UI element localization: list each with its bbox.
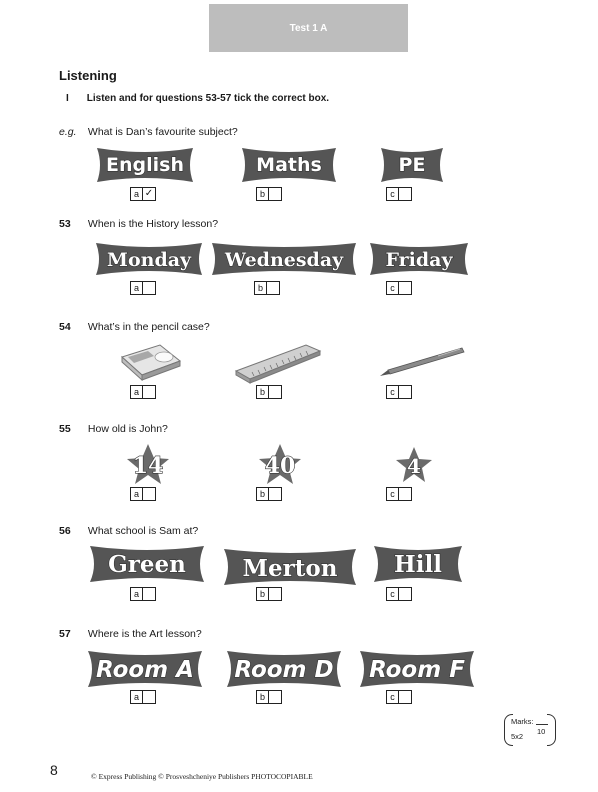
check-mark [143, 488, 155, 500]
option-wednesday-banner [212, 241, 356, 277]
checkbox-c[interactable] [386, 690, 412, 704]
checkbox-letter: b [257, 188, 269, 200]
check-mark [269, 691, 281, 703]
instruction-text: Listen and for questions 53-57 tick the correct box. [86, 93, 330, 104]
question-56 [59, 525, 198, 537]
checkbox-letter: b [257, 488, 269, 500]
option-label: 14 [132, 453, 164, 479]
marks-blank-line [536, 724, 548, 725]
test-header-bar [209, 4, 408, 52]
checkbox-letter: a [131, 691, 143, 703]
question-57 [59, 628, 202, 640]
option-hill-banner [374, 544, 462, 584]
question-number: 55 [59, 423, 71, 435]
checkbox-b[interactable] [256, 487, 282, 501]
option-label: Maths [256, 154, 322, 176]
star-40-icon [257, 442, 303, 486]
eraser-icon [118, 341, 182, 381]
check-mark [399, 691, 411, 703]
star-14-icon [125, 442, 171, 486]
question-text: What’s in the pencil case? [87, 321, 210, 333]
check-mark [143, 588, 155, 600]
check-mark [143, 386, 155, 398]
marks-bracket-right [547, 714, 556, 746]
checkbox-a[interactable] [130, 487, 156, 501]
check-mark [399, 488, 411, 500]
checkbox-letter: b [257, 386, 269, 398]
ruler-icon [234, 341, 322, 385]
checkbox-a[interactable] [130, 690, 156, 704]
option-monday-banner [96, 241, 202, 277]
checkbox-b[interactable] [256, 690, 282, 704]
check-mark [269, 386, 281, 398]
option-label: Friday [385, 249, 453, 271]
check-mark [399, 188, 411, 200]
check-mark: ✓ [144, 188, 154, 199]
test-label: Test 1 A [289, 22, 328, 34]
option-pe-banner [381, 148, 443, 182]
check-mark [143, 282, 155, 294]
check-mark [267, 282, 279, 294]
checkbox-letter: b [257, 691, 269, 703]
checkbox-letter: c [387, 488, 399, 500]
checkbox-c[interactable] [386, 385, 412, 399]
instruction [66, 93, 329, 104]
marks-box [504, 714, 556, 744]
question-54 [59, 321, 210, 333]
option-friday-banner [370, 241, 468, 277]
checkbox-letter: c [387, 691, 399, 703]
checkbox-letter: b [255, 282, 267, 294]
question-text: What school is Sam at? [87, 525, 199, 537]
marks-label: Marks: [511, 717, 534, 726]
checkbox-letter: c [387, 588, 399, 600]
option-label: PE [398, 154, 426, 176]
checkbox-c[interactable] [386, 487, 412, 501]
check-mark [269, 588, 281, 600]
checkbox-a[interactable] [130, 187, 156, 201]
option-green-banner [90, 544, 204, 584]
question-number: 56 [59, 525, 71, 537]
question-number: 57 [59, 628, 71, 640]
pen-icon [378, 346, 466, 378]
question-text: Where is the Art lesson? [87, 628, 202, 640]
question-number: e.g. [59, 126, 77, 138]
option-room-f-banner [360, 649, 474, 689]
check-mark [399, 386, 411, 398]
checkbox-letter: a [131, 488, 143, 500]
checkbox-a[interactable] [130, 587, 156, 601]
question-text: How old is John? [87, 423, 168, 435]
checkbox-letter: c [387, 282, 399, 294]
check-mark [269, 188, 281, 200]
check-mark [399, 282, 411, 294]
question-text: When is the History lesson? [87, 218, 219, 230]
footer-copyright: © Express Publishing © Prosveshcheniye Publishers PHOTOCOPIABLE [91, 772, 313, 781]
checkbox-c[interactable] [386, 281, 412, 295]
option-label: Room A [96, 657, 194, 683]
checkbox-letter: b [257, 588, 269, 600]
section-title: Listening [59, 68, 117, 83]
option-english-banner [97, 148, 193, 182]
option-label: Hill [394, 551, 442, 578]
page-number: 8 [50, 762, 58, 778]
option-label: Room F [369, 657, 465, 683]
option-label: Monday [106, 249, 192, 271]
marks-total: 10 [537, 727, 546, 736]
checkbox-b[interactable] [256, 385, 282, 399]
checkbox-letter: a [131, 282, 143, 294]
checkbox-c[interactable] [386, 587, 412, 601]
star-4-icon [395, 446, 433, 484]
check-mark [269, 488, 281, 500]
option-label: English [106, 154, 184, 176]
question-number: 54 [59, 321, 71, 333]
option-label: 40 [264, 453, 296, 479]
check-mark [143, 691, 155, 703]
question-53 [59, 218, 218, 230]
question-example [59, 126, 238, 138]
question-number: 53 [59, 218, 71, 230]
option-maths-banner [242, 148, 336, 182]
checkbox-c[interactable] [386, 187, 412, 201]
checkbox-a[interactable] [130, 385, 156, 399]
checkbox-letter: a [131, 188, 143, 200]
checkbox-b[interactable] [256, 187, 282, 201]
checkbox-letter: c [387, 386, 399, 398]
option-label: Room D [234, 657, 334, 683]
marks-calc: 5x2 [511, 732, 524, 741]
check-mark [399, 588, 411, 600]
option-merton-banner [224, 547, 356, 587]
checkbox-letter: c [387, 188, 399, 200]
checkbox-letter: a [131, 386, 143, 398]
option-label: 4 [407, 454, 421, 478]
checkbox-a[interactable] [130, 281, 156, 295]
option-label: Wednesday [224, 249, 344, 271]
checkbox-letter: a [131, 588, 143, 600]
option-label: Merton [242, 555, 338, 582]
checkbox-b[interactable] [254, 281, 280, 295]
option-room-d-banner [227, 649, 341, 689]
instruction-number: I [66, 93, 69, 104]
option-label: Green [108, 551, 186, 578]
question-55 [59, 423, 168, 435]
checkbox-b[interactable] [256, 587, 282, 601]
option-room-a-banner [88, 649, 202, 689]
question-text: What is Dan’s favourite subject? [87, 126, 238, 138]
